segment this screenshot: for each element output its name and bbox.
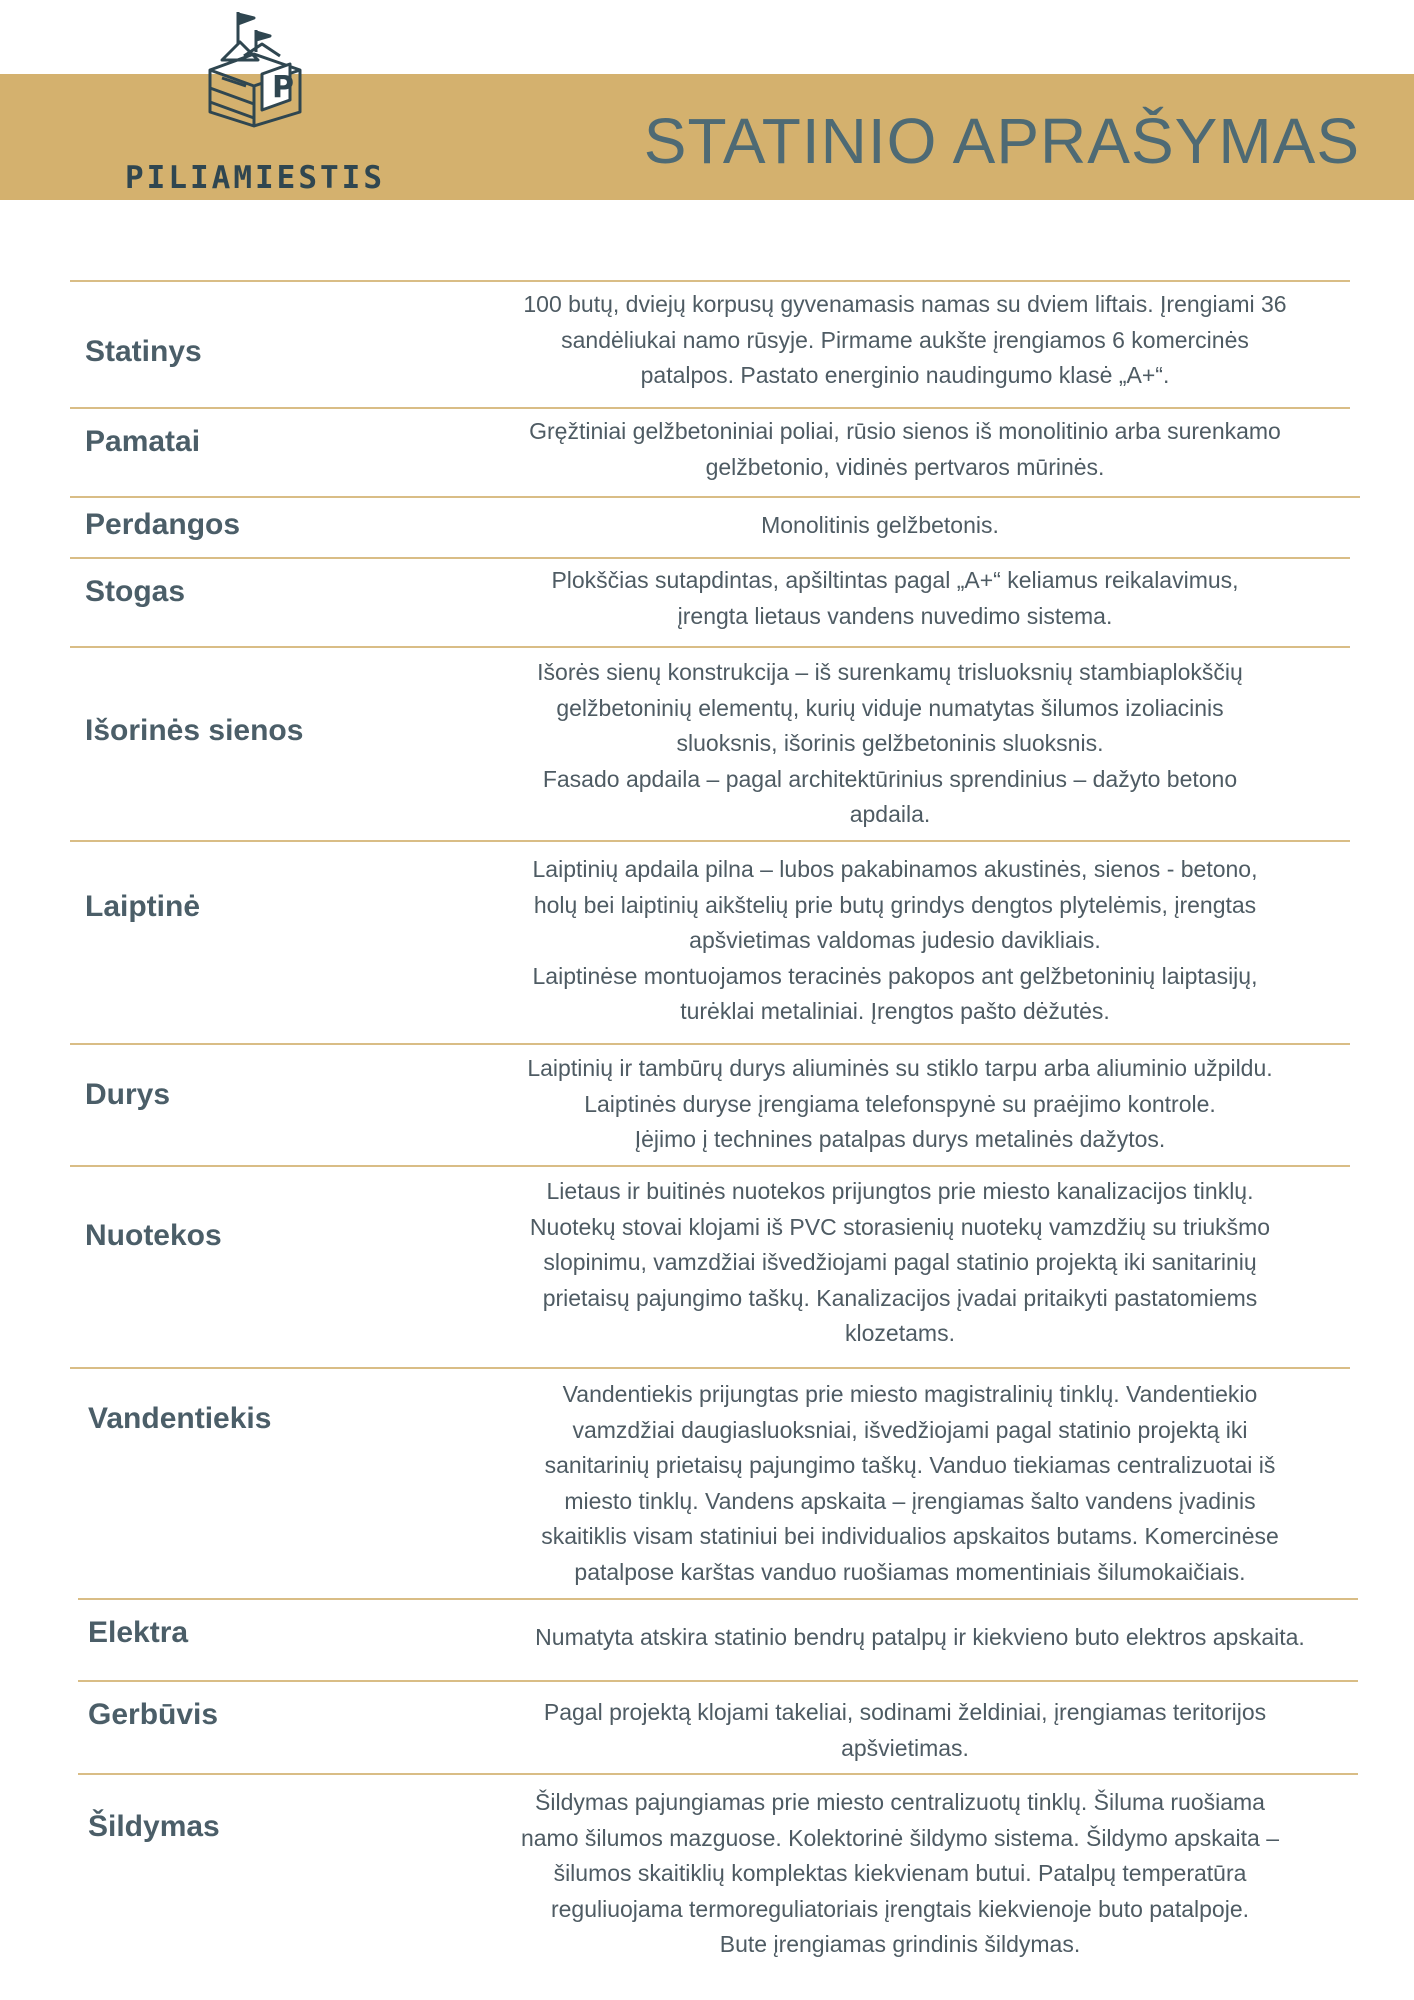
description-line: Pagal projektą klojami takeliai, sodinami želdiniai, įrengiamas teritorijos bbox=[543, 1699, 1267, 1725]
row-label: Šildymas bbox=[88, 1810, 220, 1843]
row-divider bbox=[70, 407, 1350, 409]
description-line: Fasado apdaila – pagal architektūrinius sprendinius – dažyto betono bbox=[542, 765, 1238, 792]
row-label: Gerbūvis bbox=[88, 1698, 219, 1731]
row-description bbox=[420, 1174, 1380, 1352]
description-line: Laiptinės duryse įrengiama telefonspynė su praėjimo kontrole. bbox=[584, 1090, 1216, 1117]
description-line: namo šilumos mazguose. Kolektorinė šildymo sistema. Šildymo apskaita – bbox=[520, 1824, 1280, 1851]
row-description bbox=[420, 1051, 1380, 1158]
row-divider bbox=[70, 1165, 1350, 1167]
row-description bbox=[430, 563, 1360, 634]
description-line: klozetams. bbox=[845, 1320, 955, 1346]
description-line: Monolitinis gelžbetonis. bbox=[761, 512, 999, 538]
row-label: Vandentiekis bbox=[88, 1402, 272, 1435]
row-label: Statinys bbox=[85, 335, 202, 368]
description-line: Laiptinių ir tambūrų durys aliuminės su stiklo tarpu arba aliuminio užpildu. bbox=[527, 1055, 1273, 1081]
row-description bbox=[440, 287, 1370, 394]
description-line: Numatyta atskira statinio bendrų patalpų ir kiekvieno buto elektros apskaita. bbox=[535, 1624, 1305, 1650]
row-label: Nuotekos bbox=[85, 1219, 222, 1252]
row-description bbox=[440, 1695, 1370, 1766]
description-line: Išorės sienų konstrukcija – iš surenkamų trisluoksnių stambiaplokščių bbox=[537, 659, 1243, 685]
description-line: patalpose karštas vanduo ruošiamas momentiniais šilumokaičiais. bbox=[574, 1558, 1246, 1585]
description-line: Lietaus ir buitinės nuotekos prijungtos prie miesto kanalizacijos tinklų. bbox=[546, 1178, 1254, 1204]
row-label: Perdangos bbox=[85, 508, 241, 541]
description-line: Įėjimo į technines patalpas durys metalinės dažytos. bbox=[634, 1126, 1166, 1152]
description-line: Bute įrengiamas grindinis šildymas. bbox=[719, 1931, 1081, 1957]
description-line: Gręžtiniai gelžbetoniniai poliai, rūsio sienos iš monolitinio arba surenkamo bbox=[529, 418, 1281, 444]
row-divider bbox=[70, 557, 1350, 559]
description-line: miesto tinklų. Vandens apskaita – įrengiamas šalto vandens įvadinis bbox=[564, 1487, 1256, 1514]
description-line: Laiptinėse montuojamos teracinės pakopos ant gelžbetoninių laiptasijų, bbox=[532, 962, 1258, 989]
row-label: Durys bbox=[85, 1078, 171, 1111]
description-line: įrengta lietaus vandens nuvedimo sistema. bbox=[677, 602, 1113, 629]
row-divider bbox=[70, 840, 1350, 842]
description-line: Laiptinių apdaila pilna – lubos pakabinamos akustinės, sienos - betono, bbox=[532, 856, 1258, 882]
description-line: apdaila. bbox=[849, 801, 931, 827]
description-line: Vandentiekis prijungtas prie miesto magistralinių tinklų. Vandentiekio bbox=[562, 1381, 1258, 1407]
description-line: gelžbetoninių elementų, kurių viduje numatytas šilumos izoliacinis bbox=[556, 694, 1224, 721]
row-description bbox=[430, 1377, 1390, 1590]
description-line: vamzdžiai daugiasluoksniai, išvedžiojami pagal statinio projektą iki bbox=[572, 1416, 1248, 1443]
description-line: apšvietimas valdomas judesio davikliais. bbox=[689, 927, 1101, 953]
logo-letter: P bbox=[272, 70, 294, 105]
description-line: patalpos. Pastato energinio naudingumo klasė „A+“. bbox=[640, 362, 1170, 388]
row-label: Stogas bbox=[85, 575, 186, 608]
description-line: sluoksnis, išorinis gelžbetoninis sluoksnis. bbox=[676, 730, 1104, 756]
row-description bbox=[430, 655, 1350, 833]
row-divider bbox=[70, 280, 1350, 282]
brand-name: PILIAMIESTIS bbox=[125, 160, 385, 196]
row-description bbox=[420, 1785, 1380, 1963]
row-label: Laiptinė bbox=[85, 890, 201, 923]
description-line: reguliuojama termoreguliatoriais įrengtais kiekvienoje buto patalpoje. bbox=[550, 1895, 1250, 1922]
row-divider bbox=[78, 1598, 1358, 1600]
row-divider bbox=[70, 1367, 1350, 1369]
row-label: Elektra bbox=[88, 1616, 189, 1649]
castle-flag-logo-icon bbox=[200, 8, 308, 128]
row-description bbox=[430, 852, 1360, 1030]
row-divider bbox=[70, 1043, 1350, 1045]
description-line: slopinimu, vamzdžiai išvedžiojami pagal statinio projektą iki sanitarinių bbox=[543, 1249, 1257, 1275]
description-line: sanitarinių prietaisų pajungimo taškų. Vanduo tiekiamas centralizuotai iš bbox=[544, 1452, 1276, 1478]
row-divider bbox=[70, 496, 1360, 498]
description-line: Plokščias sutapdintas, apšiltintas pagal „A+“ keliamus reikalavimus, bbox=[551, 567, 1239, 593]
description-line: sandėliukai namo rūsyje. Pirmame aukšte įrengiamos 6 komercinės bbox=[561, 326, 1249, 353]
row-description bbox=[420, 414, 1390, 485]
row-description bbox=[440, 1620, 1400, 1656]
description-line: Nuotekų stovai klojami iš PVC storasienių nuotekų vamzdžių su triukšmo bbox=[529, 1213, 1271, 1240]
row-divider bbox=[70, 646, 1350, 648]
description-line: turėklai metaliniai. Įrengtos pašto dėžutės. bbox=[680, 998, 1110, 1024]
description-line: prietaisų pajungimo taškų. Kanalizacijos įvadai pritaikyti pastatomiems bbox=[542, 1284, 1258, 1311]
logo bbox=[120, 8, 390, 198]
description-line: Šildymas pajungiamas prie miesto centralizuotų tinklų. Šiluma ruošiama bbox=[535, 1789, 1265, 1815]
description-line: skaitiklis visam statiniui bei individualios apskaitos butams. Komercinėse bbox=[541, 1523, 1279, 1549]
row-label: Išorinės sienos bbox=[85, 714, 304, 747]
description-line: holų bei laiptinių aikštelių prie butų grindys dengtos plytelėmis, įrengtas bbox=[533, 891, 1257, 918]
description-line: šilumos skaitiklių komplektas kiekvienam butui. Patalpų temperatūra bbox=[553, 1860, 1247, 1886]
row-divider bbox=[78, 1680, 1358, 1682]
row-divider bbox=[78, 1773, 1358, 1775]
row-label: Pamatai bbox=[85, 425, 201, 458]
description-line: apšvietimas. bbox=[841, 1734, 969, 1761]
page-title: STATINIO APRAŠYMAS bbox=[643, 105, 1360, 177]
description-line: 100 butų, dviejų korpusų gyvenamasis namas su dviem liftais. Įrengiami 36 bbox=[523, 291, 1287, 317]
description-line: gelžbetonio, vidinės pertvaros mūrinės. bbox=[705, 453, 1105, 480]
row-description bbox=[430, 508, 1330, 544]
